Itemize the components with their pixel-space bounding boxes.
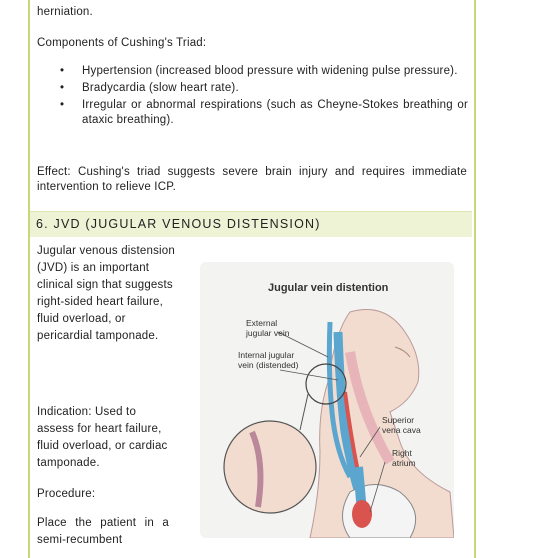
components-list bbox=[60, 64, 468, 130]
jvd-intro: Jugular venous distension (JVD) is an important clinical sign that suggests right-sided heart failure, fluid overload, or pericardial tamponade. bbox=[37, 245, 175, 342]
top-fragment: herniation. bbox=[37, 6, 93, 18]
effect-paragraph: Effect: Cushing's triad suggests severe brain injury and requires immediate intervention to relieve ICP. bbox=[37, 166, 467, 193]
section-title: 6. JVD (JUGULAR VENOUS DISTENSION) bbox=[36, 217, 321, 231]
right-atrium bbox=[352, 500, 372, 528]
jvd-illustration bbox=[200, 262, 454, 538]
label-external-jugular: External jugular vein bbox=[246, 318, 290, 338]
procedure-step: Place the patient in a semi-recumbent bbox=[37, 517, 169, 546]
procedure-label: Procedure: bbox=[37, 488, 96, 500]
label-superior-vena-cava: Superior vena cava bbox=[382, 415, 421, 435]
figure-title: Jugular vein distention bbox=[268, 282, 389, 294]
label-right-atrium: Right atrium bbox=[392, 448, 416, 468]
indication-paragraph: Indication: Used to assess for heart failure, fluid overload, or cardiac tamponade. bbox=[37, 406, 168, 469]
label-internal-jugular: Internal jugular vein (distended) bbox=[238, 350, 299, 370]
section-header bbox=[30, 211, 472, 237]
list-item: • Bradycardia (slow heart rate). bbox=[60, 81, 468, 96]
illustration-svg bbox=[200, 262, 454, 538]
list-item: • Hypertension (increased blood pressure with widening pulse pressure). bbox=[60, 64, 468, 79]
components-heading: Components of Cushing's Triad: bbox=[37, 37, 207, 49]
inset-connector bbox=[300, 394, 308, 430]
zoom-inset bbox=[224, 421, 316, 513]
list-item: • Irregular or abnormal respirations (such as Cheyne-Stokes breathing or ataxic breathing). bbox=[60, 98, 468, 128]
